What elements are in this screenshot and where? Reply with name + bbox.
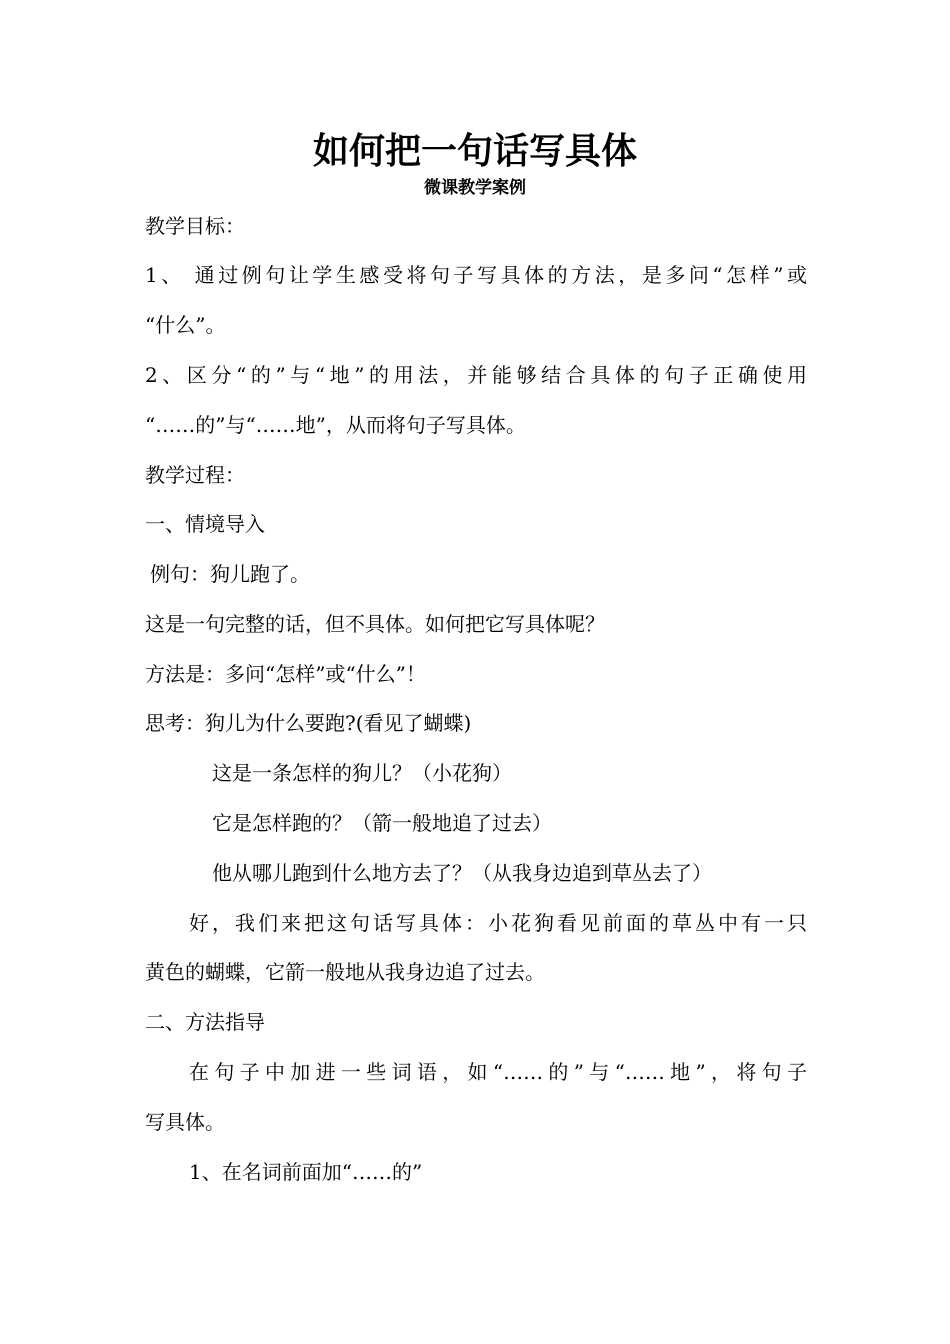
rewrite-line-2: 黄色的蝴蝶，它箭一般地从我身边追了过去。: [145, 960, 545, 984]
question-line: 它是怎样跑的？（箭一般地追了过去）: [212, 811, 552, 835]
method-line: 方法是：多问“怎样”或“什么”！: [145, 662, 426, 686]
document-title: 如何把一句话写具体: [312, 131, 637, 172]
section-heading-goals: 教学目标：: [145, 214, 245, 238]
substep-heading: 1、在名词前面加“……的”: [189, 1160, 423, 1184]
goal-1-line-2: “什么”。: [145, 313, 226, 337]
section-heading-process: 教学过程：: [145, 463, 245, 487]
goal-2-line-2: “……的”与“……地”，从而将句子写具体。: [145, 413, 526, 437]
goal-1-line-1: 1、 通过例句让学生感受将句子写具体的方法，是多问“怎样”或: [145, 263, 807, 287]
goal-2-line-1: 2、区分“的”与“地”的用法，并能够结合具体的句子正确使用: [145, 363, 807, 387]
step-heading-intro: 一、情境导入: [145, 512, 265, 536]
example-sentence: 例句：狗儿跑了。: [150, 562, 310, 586]
think-line: 思考：狗儿为什么要跑?(看见了蝴蝶): [145, 711, 472, 735]
document-subtitle: 微课教学案例: [424, 178, 526, 198]
paragraph-line: 这是一句完整的话，但不具体。如何把它写具体呢？: [145, 612, 605, 636]
question-line: 这是一条怎样的狗儿？（小花狗）: [212, 761, 512, 785]
step-heading-method: 二、方法指导: [145, 1010, 265, 1034]
rewrite-line-1: 好，我们来把这句话写具体：小花狗看见前面的草丛中有一只: [189, 911, 807, 935]
method-paragraph-line-1: 在句子中加进一些词语，如“……的”与“……地”，将句子: [189, 1060, 807, 1084]
method-paragraph-line-2: 写具体。: [145, 1110, 225, 1134]
question-line: 他从哪儿跑到什么地方去了？（从我身边追到草丛去了）: [212, 861, 712, 885]
